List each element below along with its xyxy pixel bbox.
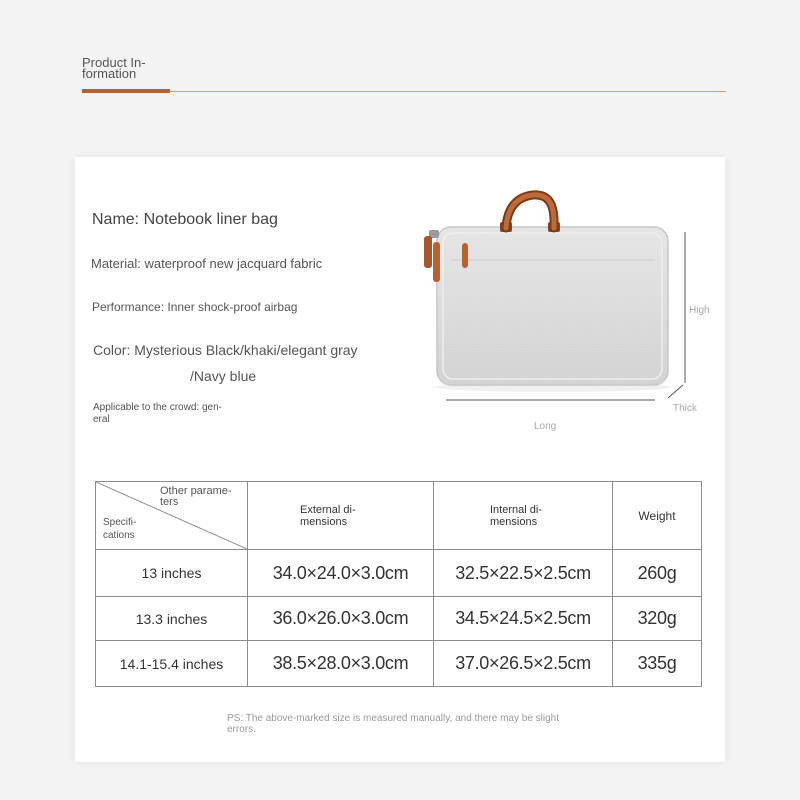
length-label: Long [534,421,557,432]
measurement-note-line-1: PS: The above-marked size is measured manually, and there may be slight [227,713,560,724]
row-size-cell: 14.1-15.4 inches [96,641,248,687]
row-size-cell: 13 inches [96,550,248,597]
corner-parameters-label [160,486,232,508]
external-dimensions-header [248,482,434,550]
bag-fabric-texture [437,227,668,385]
product-audience-line-2: eral [93,414,110,425]
external-header-line-2: mensions [300,515,348,528]
row-internal-cell: 37.0×26.5×2.5cm [434,641,613,687]
corner-specifications-line-2: cations [103,530,135,541]
internal-header-line-1: Internal di- [490,503,542,516]
measurement-note [227,713,559,735]
weight-header: Weight [613,482,702,550]
section-title-line-2: formation [82,66,137,81]
product-audience [93,402,222,426]
product-material: Material: waterproof new jacquard fabric [91,256,323,271]
row-internal-cell: 32.5×22.5×2.5cm [434,550,613,597]
row-external-cell: 38.5×28.0×3.0cm [248,641,434,687]
table-row [96,550,702,597]
row-external-cell: 34.0×24.0×3.0cm [248,550,434,597]
corner-specifications-label [103,516,136,542]
product-audience-line-1: Applicable to the crowd: gen- [93,402,222,413]
section-title [82,57,146,79]
product-performance: Performance: Inner shock-proof airbag [92,300,298,314]
title-accent-bar [82,89,170,93]
internal-dimensions-header [434,482,613,550]
measurement-note-line-2: errors. [227,724,256,735]
row-internal-cell: 34.5×24.5×2.5cm [434,597,613,641]
row-size-cell: 13.3 inches [96,597,248,641]
corner-parameters-line-2: ters [160,496,179,508]
row-weight-cell: 335g [613,641,702,687]
row-external-cell: 36.0×26.0×3.0cm [248,597,434,641]
title-divider-line [170,91,726,92]
pocket-zipper-pull [462,243,468,268]
zipper-pull [433,242,440,282]
thickness-label: Thick [673,403,697,414]
zipper-pull [424,236,432,268]
corner-specifications-line-1: Specifi- [103,517,137,528]
row-weight-cell: 320g [613,597,702,641]
table-row [96,597,702,641]
corner-parameters-line-1: Other parame- [160,485,232,497]
height-label: High [689,305,710,316]
product-color-line-1: Color: Mysterious Black/khaki/elegant gray [93,342,358,358]
external-header-line-1: External di- [300,503,356,516]
table-header-row [96,482,702,550]
laptop-bag-illustration [415,180,720,440]
row-weight-cell: 260g [613,550,702,597]
internal-header-line-2: mensions [490,515,538,528]
spec-table [95,481,702,687]
product-name: Name: Notebook liner bag [92,211,278,228]
section-title-line-1: Product In- [82,55,146,70]
table-row [96,641,702,687]
corner-header-cell [96,482,248,550]
product-color-line-2: /Navy blue [190,368,257,384]
